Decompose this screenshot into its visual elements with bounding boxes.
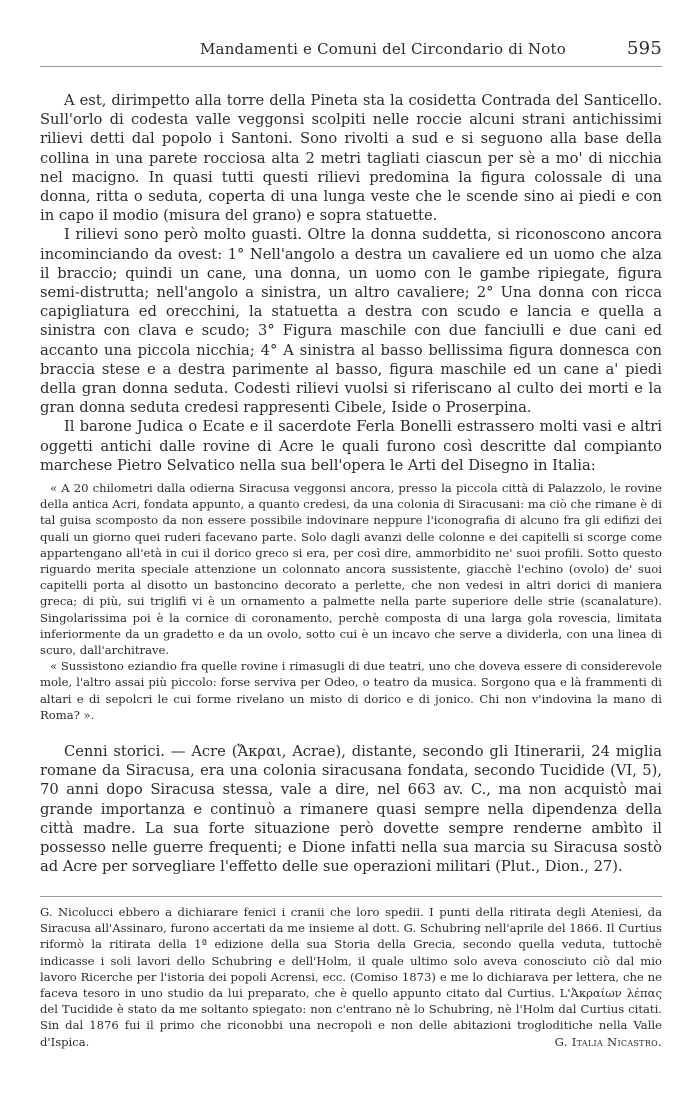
- historical-notes: [40, 742, 662, 876]
- footnote-signature: G. Italia Nicastro.: [554, 1034, 662, 1049]
- header-rule: [40, 66, 662, 67]
- footnote-text: [40, 904, 662, 1050]
- main-text: [40, 91, 662, 475]
- quote-paragraph-1: « A 20 chilometri dalla odierna Siracusa veggonsi ancora, presso la piccola città di Palazzolo, le rovine della antica Acri, fondata appunto, a quanto credesi, da una colonia di Siracusani: ma ciò che rimane è di tal guisa scomposto da non essere possibile indovinare neppure l'iconografia di alcuno fra gli edifizi dei quali un giorno quei ruderi facevano parte. Solo dagli avanzi delle colonne e dei capitelli si scorge come appartengano all'età in cui il dorico greco si era, per così dire, ammorbidito ne' suoi profili. Sotto questo riguardo merita speciale attenzione un colonnato ancora sussistente, giacchè l'echino (ovolo) de' suoi capitelli porta al disotto un bastoncino decorato a perlette, che non vedesi in altri dorici di maniera greca; di più, sui triglifi vi è un ornamento a palmette nella parte superiore delle strie (scanalature). Singolarissima poi è la cornice di coronamento, perchè composta di una larga gola rovescia, limitata inferiormente da un gradetto e da un ovolo, sotto cui è un incavo che serve a dividerla, con una linea di scuro, dall'architrave.: [40, 481, 662, 658]
- quotation: [40, 480, 662, 723]
- footnote: [40, 904, 662, 1050]
- footnote-rule: [40, 896, 662, 897]
- running-title: Mandamenti e Comuni del Circondario di Noto: [200, 40, 566, 58]
- paragraph-santoni: A est, dirimpetto alla torre della Pineta sta la cosidetta Contrada del Santicello. Sull'orlo di codesta valle veggonsi scolpiti nelle roccie alcuni strani antichissimi rilievi detti dal popolo i Santoni. Sono rivolti a sud e si seguono alla base della collina in una parete rocciosa alta 2 metri tagliati ciascun per sè a mo' di nicchia nel macigno. In quasi tutti questi rilievi predomina la figura colossale di una donna, ritta o seduta, coperta di una lunga veste che le scende sino ai piedi e con in capo il modio (misura del grano) e sopra statuette.: [40, 92, 662, 225]
- quote-paragraph-2: « Sussistono eziandio fra quelle rovine i rimasugli di due teatri, uno che doveva essere di considerevole mole, l'altro assai più piccolo: forse serviva per Odeo, o teatro da musica. Sorgono qua e là frammenti di altari e di sepolcri le cui forme rivelano un misto di dorico e di jonico. Chi non v'indovina la mano di Roma? ».: [40, 659, 662, 722]
- paragraph-selvatico: Il barone Judica o Ecate e il sacerdote Ferla Bonelli estrassero molti vasi e altri oggetti antichi dalle rovine di Acre le quali furono così descritte dal compianto marchese Pietro Selvatico nella sua bell'opera le Arti del Disegno in Italia:: [40, 418, 662, 474]
- paragraph-cenni-storici: Cenni storici. — Acre (Ἄκραι, Acrae), distante, secondo gli Itinerarii, 24 miglia romane da Siracusa, era una colonia siracusana fondata, secondo Tucidide (VI, 5), 70 anni dopo Siracusa stessa, vale a dire, nel 663 av. C., ma non acquistò mai grande importanza e continuò a rimanere quasi sempre nella dipendenza della città madre. La sua forte situazione però dovette sempre renderne ambìto il possesso nelle guerre frequenti; e Dione infatti nella sua marcia su Siracusa sostò ad Acre per sorvegliare l'effetto delle sue operazioni militari (Plut., Dion., 27).: [40, 743, 662, 876]
- running-header: [200, 40, 662, 62]
- page-number: 595: [627, 38, 662, 59]
- paragraph-rilievi: I rilievi sono però molto guasti. Oltre la donna suddetta, si riconoscono ancora incominciando da ovest: 1° Nell'angolo a destra un cavaliere ed un uomo che alza il braccio; quindi un cane, una donna, un uomo con le gambe ripiegate, figura semi-distrutta; nell'angolo a sinistra, un altro cavaliere; 2° Una donna con ricca capigliatura ed orecchini, la statuetta a destra con scudo e lancia e quella a sinistra con clava e scudo; 3° Figura maschile con due fanciulli e due cani ed accanto una piccola nicchia; 4° A sinistra al basso bellissima figura donnesca con braccia stese e a destra parimente al basso, figura maschile ed un cane a' piedi della gran donna seduta. Codesti rilievi vuolsi si riferiscano al culto dei morti e la gran donna seduta credesi rappresenti Cibele, Iside o Proserpina.: [40, 226, 662, 417]
- footnote-body: G. Nicolucci ebbero a dichiarare fenici i cranii che loro spedii. I punti della ritirata degli Ateniesi, da Siracusa all'Assinaro, furono accertati da me insieme al dott. G. Schubring nell'aprile del 1866. Il Curtius riformò la ritirata della 1ª edizione della sua Storia della Grecia, secondo quella veduta, tuttochè indicasse i soli lavori dello Schubring e dell'Holm, il quale ultimo solo aveva conosciuto ciò dal mio lavoro Ricerche per l'istoria dei popoli Acrensi, ecc. (Comiso 1873) e me lo dichiarava per lettera, che ne faceva tesoro in uno studio da lui preparato, che è quello appunto citato dal Curtius. L'Ἀκραίων λέπας del Tucidide è stato da me soltanto spiegato: non c'entrano nè lo Schubring, nè l'Holm dal Curtius citati. Sin dal 1876 fui il primo che riconobbi una necropoli e non delle abitazioni trogloditiche nella Valle d'Ispica.: [40, 905, 662, 1049]
